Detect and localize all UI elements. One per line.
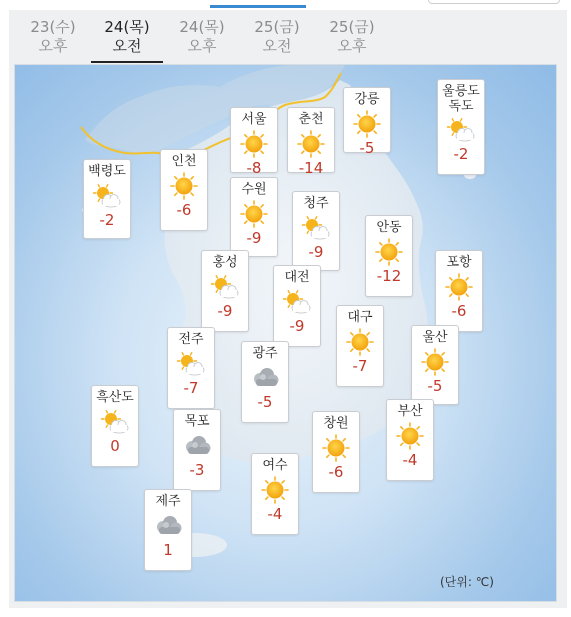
city-name: 서울 — [241, 112, 267, 127]
tab-period: 오전 — [112, 37, 142, 55]
active-tab-underline — [91, 61, 163, 63]
city-temp: -4 — [402, 451, 418, 469]
city-card-daejeon[interactable] — [273, 265, 321, 347]
city-temp: -4 — [267, 505, 283, 523]
tab-day: 25(금) — [329, 18, 375, 36]
city-temp: -8 — [246, 159, 262, 177]
tab-23-pm[interactable] — [13, 18, 93, 56]
partly-cloudy-icon — [91, 182, 123, 210]
sun-icon — [259, 476, 291, 504]
city-card-ulsan[interactable] — [411, 325, 459, 405]
weather-map — [14, 64, 557, 602]
tab-25-pm[interactable] — [312, 18, 392, 56]
city-temp: -9 — [308, 243, 324, 261]
city-name: 홍성 — [212, 255, 238, 270]
city-card-incheon[interactable] — [160, 149, 208, 231]
unit-label: (단위: ℃) — [440, 575, 494, 589]
city-name: 울릉도 독도 — [442, 84, 480, 114]
city-temp: -6 — [328, 463, 344, 481]
sun-icon — [238, 200, 270, 228]
city-card-jeju[interactable] — [144, 489, 192, 571]
city-temp: -6 — [176, 201, 192, 219]
city-temp: -9 — [217, 302, 233, 320]
partly-cloudy-icon — [300, 214, 332, 242]
partly-cloudy-icon — [281, 288, 313, 316]
sun-icon — [320, 434, 352, 462]
sun-icon — [238, 130, 270, 158]
sun-icon — [443, 273, 475, 301]
city-temp: -14 — [298, 159, 324, 177]
top-bar — [0, 0, 571, 10]
city-card-gwangju[interactable] — [241, 341, 289, 423]
sun-icon — [295, 130, 327, 158]
tab-period: 오후 — [337, 37, 367, 55]
tab-24-am[interactable] — [87, 18, 167, 56]
city-card-yeosu[interactable] — [251, 453, 299, 535]
city-name: 포항 — [446, 255, 472, 270]
city-card-andong[interactable] — [365, 215, 413, 297]
sun-icon — [344, 328, 376, 356]
city-name: 부산 — [397, 404, 423, 419]
partly-cloudy-icon — [445, 116, 477, 144]
city-card-gangneung[interactable] — [343, 87, 391, 157]
city-temp: -7 — [183, 379, 199, 397]
city-temp: 0 — [110, 437, 120, 455]
city-name: 안동 — [376, 220, 402, 235]
city-card-seoul[interactable] — [230, 107, 278, 177]
cloudy-icon — [152, 512, 184, 540]
top-button[interactable] — [428, 0, 560, 4]
city-temp: -3 — [189, 461, 205, 479]
city-name: 인천 — [171, 154, 197, 169]
sun-icon — [373, 238, 405, 266]
partly-cloudy-icon — [175, 350, 207, 378]
tab-period: 오후 — [187, 37, 217, 55]
city-temp: -12 — [376, 267, 402, 285]
city-temp: -2 — [453, 145, 469, 163]
city-name: 대구 — [347, 310, 373, 325]
city-card-cheongju[interactable] — [292, 191, 340, 271]
city-card-pohang[interactable] — [435, 250, 483, 332]
city-card-ulleungdo[interactable] — [437, 79, 485, 175]
city-card-heuksando[interactable] — [91, 385, 139, 467]
city-card-baengnyeongdo[interactable] — [83, 159, 131, 239]
city-temp: -5 — [359, 139, 375, 157]
city-name: 대전 — [284, 270, 310, 285]
tab-day: 24(목) — [179, 18, 225, 36]
city-name: 수원 — [241, 182, 267, 197]
city-card-suwon[interactable] — [230, 177, 278, 257]
sun-icon — [168, 172, 200, 200]
tab-day: 24(목) — [104, 18, 150, 36]
sun-icon — [394, 422, 426, 450]
city-name: 광주 — [252, 346, 278, 361]
city-card-jeonju[interactable] — [167, 327, 215, 409]
cloudy-icon — [249, 364, 281, 392]
city-temp: -5 — [427, 377, 443, 395]
city-temp: -2 — [99, 211, 115, 229]
city-temp: -9 — [246, 229, 262, 247]
city-name: 창원 — [323, 416, 349, 431]
city-name: 백령도 — [88, 164, 126, 179]
active-indicator — [210, 5, 306, 8]
tab-period: 오전 — [262, 37, 292, 55]
city-card-mokpo[interactable] — [173, 409, 221, 491]
partly-cloudy-icon — [99, 408, 131, 436]
tab-24-pm[interactable] — [162, 18, 242, 56]
tab-day: 25(금) — [254, 18, 300, 36]
city-card-busan[interactable] — [386, 399, 434, 481]
city-card-hongseong[interactable] — [201, 250, 249, 332]
tab-25-am[interactable] — [237, 18, 317, 56]
city-name: 흑산도 — [96, 390, 134, 405]
city-name: 전주 — [178, 332, 204, 347]
city-temp: -7 — [352, 357, 368, 375]
city-name: 여수 — [262, 458, 288, 473]
sun-icon — [351, 110, 383, 138]
sun-icon — [419, 348, 451, 376]
city-name: 강릉 — [354, 92, 380, 107]
city-name: 춘천 — [298, 112, 324, 127]
city-card-chuncheon[interactable] — [287, 107, 335, 177]
city-temp: -9 — [289, 317, 305, 335]
city-name: 청주 — [303, 196, 329, 211]
city-card-daegu[interactable] — [336, 305, 384, 387]
cloudy-icon — [181, 432, 213, 460]
city-temp: -5 — [257, 393, 273, 411]
city-name: 울산 — [422, 330, 448, 345]
city-name: 목포 — [184, 414, 210, 429]
tab-day: 23(수) — [30, 18, 76, 36]
city-temp: 1 — [163, 541, 173, 559]
time-tabs — [9, 10, 567, 64]
city-name: 제주 — [155, 494, 181, 509]
city-temp: -6 — [451, 302, 467, 320]
partly-cloudy-icon — [209, 273, 241, 301]
city-card-changwon[interactable] — [312, 411, 360, 493]
tab-period: 오후 — [38, 37, 68, 55]
